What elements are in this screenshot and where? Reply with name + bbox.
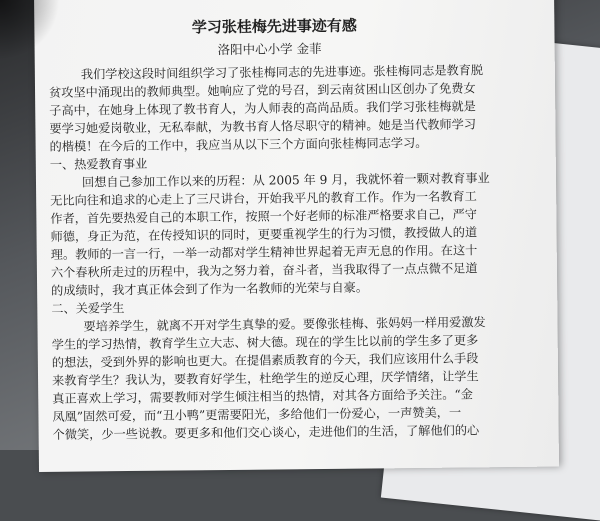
paragraph-line: 个微笑，少一些说教。要更多和他们交心谈心，走进他们的生活，了解他们的心 (52, 423, 480, 442)
paragraph-line: 贫攻坚中涌现出的教师典型。她响应了党的号召，到云南贫困山区创办了免费女 (48, 81, 476, 100)
document-author: 洛阳中心小学 金菲 (217, 40, 322, 58)
paragraph-line: 回想自己参加工作以来的历程：从 2005 年 9 月，我就怀着一颗对教育事业 (81, 171, 490, 190)
corner-shadow (0, 0, 60, 60)
section-heading: 一、热爱教育事业 (49, 156, 148, 172)
section-heading: 二、关爱学生 (51, 301, 125, 316)
paragraph-line: 师德，身正为范，在传授知识的同时，更要重视学生的行为习惯，教授做人的道 (50, 225, 478, 244)
paragraph-line: 的想法，受到外界的影响也更大。在提倡素质教育的今天，我们应该用什么手段 (51, 351, 479, 370)
paragraph-line: 学生的学习热情，教育学生立大志、树大德。现在的学生比以前的学生多了更多 (51, 333, 479, 352)
paragraph-line: 凤凰”固然可爱，而“丑小鸭”更需要阳光，多给他们一份爱心，一声赞美，一 (52, 405, 462, 424)
front-paper-sheet (34, 0, 559, 472)
paragraph-line: 的楷模！在今后的工作中，我应当从以下三个方面向张桂梅同志学习。 (49, 135, 428, 154)
paragraph-line: 理。教师的一言一行，一举一动都对学生精神世界起着无声无息的作用。在这十 (50, 243, 478, 262)
paragraph-line: 无比向往和追求的心走上了三尺讲台，开始我平凡的教育工作。作为一名教育工 (50, 189, 477, 208)
paragraph-line: 子高中，在她身上体现了教书育人，为人师表的高尚品质。我们学习张桂梅就是 (49, 99, 476, 118)
paragraph-line: 作者，首先要热爱自己的本职工作，按照一个好老师的标准严格要求自己，严守 (50, 207, 477, 226)
paragraph-line: 要培养学生，就离不开对学生真挚的爱。要像张桂梅、张妈妈一样用爱激发 (83, 315, 486, 334)
paragraph-line: 六个春秋所走过的历程中，我为之努力着，奋斗者，当我取得了一点点微不足道 (50, 261, 478, 280)
paragraph-line: 我们学校这段时间组织学习了张桂梅同志的先进事迹。张桂梅同志是教育脱 (80, 63, 484, 82)
document-title: 学习张桂梅先进事迹有感 (191, 16, 357, 37)
paragraph-line: 要学习她爱岗敬业，无私奉献，为教书育人恪尽职守的精神。她是当代教师学习 (49, 117, 477, 136)
paragraph-line: 真正喜欢上学习，需要教师对学生倾注相当的热情，对其各方面给予关注。“金 (52, 387, 473, 406)
paragraph-line: 来教育学生？我认为，要教育好学生，杜绝学生的逆反心理，厌学情绪，让学生 (51, 369, 479, 388)
paragraph-line: 的成绩时，我才真正体会到了作为一名教师的光荣与自豪。 (51, 280, 369, 298)
